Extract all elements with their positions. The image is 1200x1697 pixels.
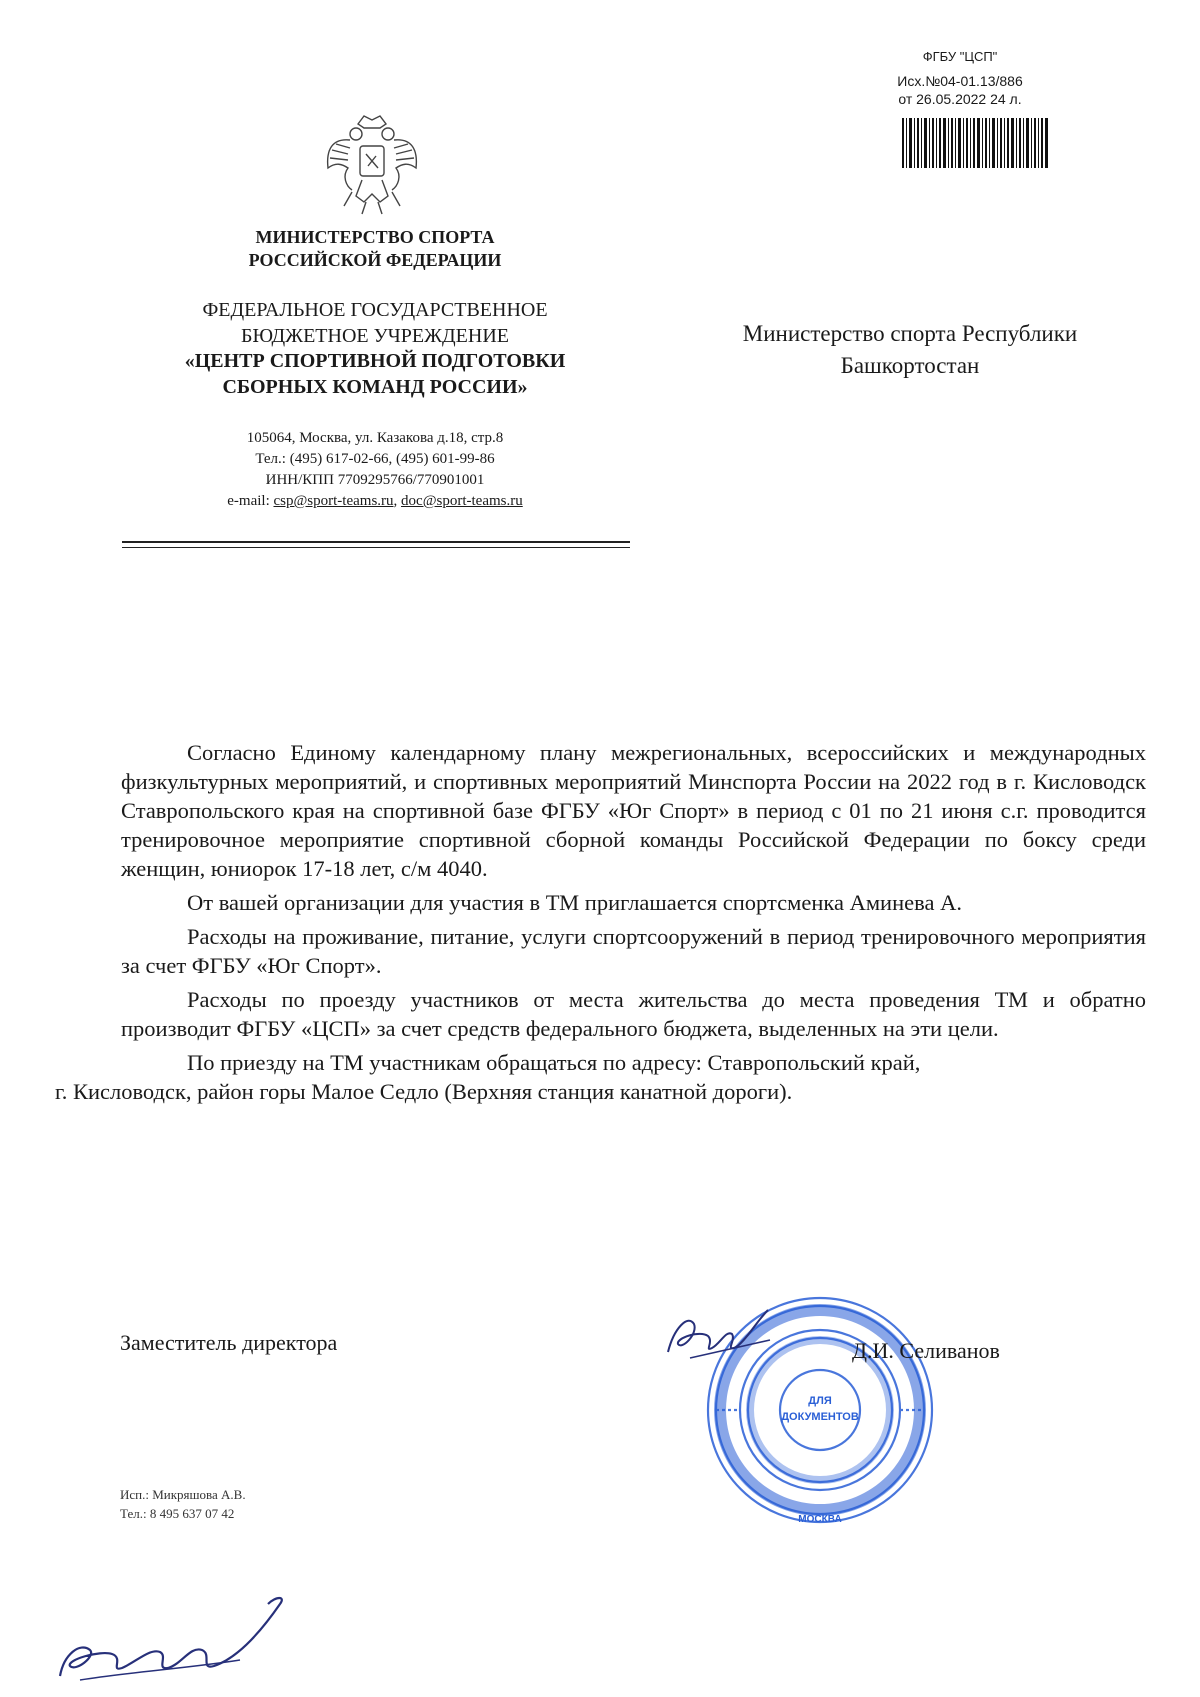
barcode-icon bbox=[902, 118, 1048, 168]
institution-address: 105064, Москва, ул. Казакова д.18, стр.8 bbox=[246, 430, 504, 446]
institution-inn: ИНН/КПП 7709295766/770901001 bbox=[265, 472, 485, 488]
institution-name bbox=[120, 348, 630, 400]
institution-line-2: БЮДЖЕТНОЕ УЧРЕЖДЕНИЕ bbox=[240, 325, 510, 347]
body-paragraph-1: Согласно Единому календарному плану межрегиональных, всероссийских и международных физкультурных мероприятий, и спортивных мероприятий Минспорта России на 2022 год в г. Кисловодск Ставропольского края на спортивной базе ФГБУ «Юг Спорт» в период с 01 по 21 июня с.г. проводится тренировочное мероприятие спортивной сборной команды Российской Федерации по боксу среди женщин, юниорок 17-18 лет, с/м 4040. bbox=[121, 740, 1146, 881]
body-paragraph-5-line-1: По приезду на ТМ участникам обращаться по адресу: Ставропольский край, bbox=[187, 1050, 921, 1075]
email-label: e-mail: bbox=[227, 493, 274, 509]
email-link-1[interactable]: csp@sport-teams.ru bbox=[273, 493, 394, 509]
institution-name-line-2: СБОРНЫХ КОМАНД РОССИИ» bbox=[222, 376, 528, 398]
director-signature bbox=[660, 1300, 780, 1370]
registration-org: ФГБУ "ЦСП" bbox=[922, 49, 998, 64]
email-separator: , bbox=[393, 493, 402, 509]
institution-line-1: ФЕДЕРАЛЬНОЕ ГОСУДАРСТВЕННОЕ bbox=[202, 299, 548, 321]
initials-signature bbox=[40, 1590, 300, 1690]
executor-name: Исп.: Микряшова А.В. bbox=[120, 1487, 246, 1502]
letter-body bbox=[55, 738, 1146, 1106]
ministry-line-1: МИНИСТЕРСТВО СПОРТА bbox=[255, 227, 495, 247]
stamp-center-line-1: ДЛЯ bbox=[808, 1395, 832, 1407]
institution-contacts bbox=[120, 428, 630, 512]
ministry-name bbox=[120, 226, 630, 272]
letterhead-divider-thin bbox=[122, 547, 630, 548]
registration-block bbox=[860, 48, 1060, 108]
addressee-line-1: Министерство спорта Республики bbox=[742, 321, 1078, 346]
body-paragraph-5-line-2: г. Кисловодск, район горы Малое Седло (Верхняя станция канатной дороги). bbox=[55, 1079, 793, 1104]
institution-email bbox=[120, 491, 630, 512]
addressee-line-2: Башкортостан bbox=[840, 353, 980, 378]
addressee bbox=[690, 318, 1130, 382]
executor-phone: Тел.: 8 495 637 07 42 bbox=[120, 1506, 235, 1521]
stamp-center-line-2: ДОКУМЕНТОВ bbox=[781, 1411, 859, 1423]
signer-name: Д.И. Селиванов bbox=[852, 1338, 1000, 1363]
executor-info bbox=[120, 1485, 246, 1523]
registration-date: от 26.05.2022 24 л. bbox=[898, 91, 1022, 107]
body-paragraph-4: Расходы по проезду участников от места жительства до места проведения ТМ и обратно производит ФГБУ «ЦСП» за счет средств федерального бюджета, выделенных на эти цели. bbox=[121, 987, 1146, 1041]
institution-name-line-1: «ЦЕНТР СПОРТИВНОЙ ПОДГОТОВКИ bbox=[184, 350, 566, 372]
coat-of-arms-icon bbox=[322, 110, 422, 220]
stamp-city: МОСКВА bbox=[798, 1514, 842, 1525]
email-link-2[interactable]: doc@sport-teams.ru bbox=[401, 493, 523, 509]
signer-position: Заместитель директора bbox=[120, 1330, 338, 1355]
body-paragraph-3: Расходы на проживание, питание, услуги спортсооружений в период тренировочного мероприятия за счет ФГБУ «Юг Спорт». bbox=[121, 924, 1146, 978]
institution-phones: Тел.: (495) 617-02-66, (495) 601-99-86 bbox=[255, 451, 495, 467]
registration-number: Исх.№04-01.13/886 bbox=[897, 73, 1023, 89]
institution-type bbox=[120, 297, 630, 349]
body-paragraph-5 bbox=[55, 1048, 1146, 1106]
ministry-line-2: РОССИЙСКОЙ ФЕДЕРАЦИИ bbox=[248, 250, 502, 270]
body-paragraph-2: От вашей организации для участия в ТМ приглашается спортсменка Аминева А. bbox=[187, 890, 962, 915]
letterhead-divider-thick bbox=[122, 541, 630, 543]
